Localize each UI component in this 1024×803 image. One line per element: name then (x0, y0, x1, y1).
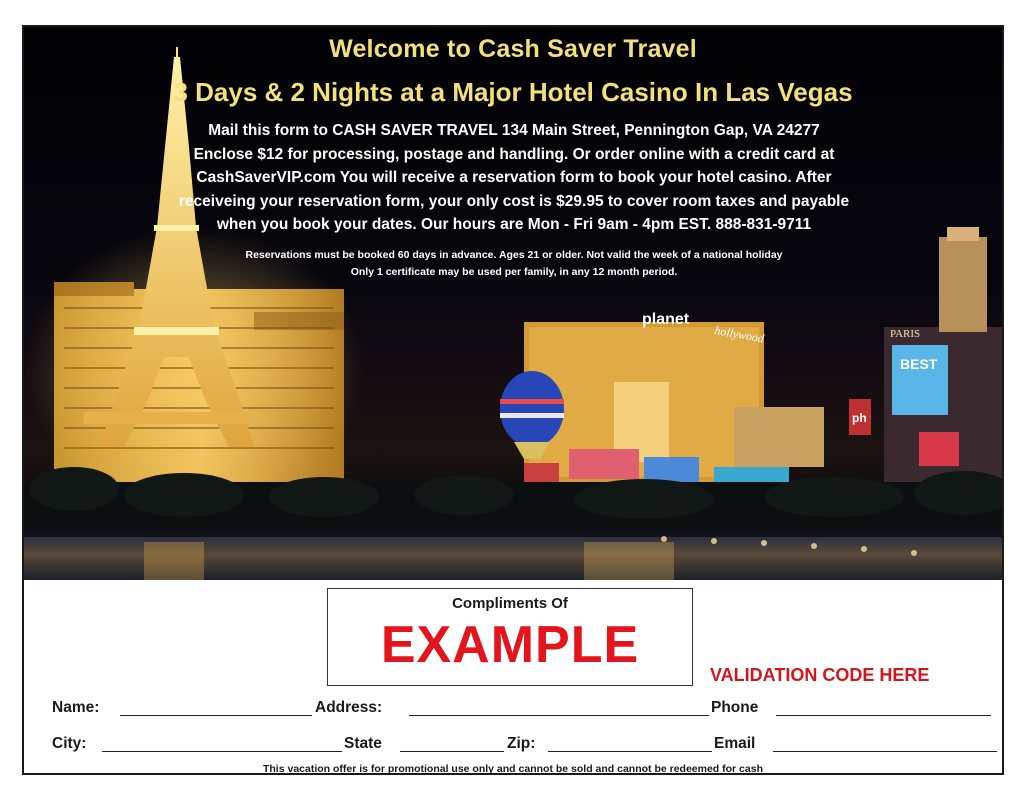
offer-instructions (174, 119, 854, 237)
instruction-line: Enclose $12 for processing, postage and handling. Or order online with a credit card at (193, 145, 835, 163)
best-billboard: BEST (900, 356, 938, 372)
email-field[interactable] (773, 751, 997, 752)
ph-sign: ph (852, 411, 867, 425)
las-vegas-skyline-illustration (24, 27, 1002, 580)
state-label: State (344, 735, 382, 752)
state-field[interactable] (400, 751, 504, 752)
city-label: City: (52, 735, 87, 752)
flyer-frame (22, 25, 1004, 775)
validation-code: VALIDATION CODE HERE (710, 665, 930, 685)
hollywood-sign: hollywood (713, 323, 766, 346)
instruction-line: when you book your dates. Our hours are Mon - Fri 9am - 4pm EST. 888-831-9711 (216, 216, 812, 233)
disclaimer: This vacation offer is for promotional use only and cannot be sold and cannot be redeemed for cash (262, 763, 763, 775)
instruction-line: receiveing your reservation form, your only cost is $29.95 to cover room taxes and payable (178, 192, 850, 210)
phone-label: Phone (711, 699, 759, 716)
address-label: Address: (315, 699, 383, 716)
las-vegas-night-photo (24, 27, 1002, 580)
fine-print-line: Only 1 certificate may be used per family, in any 12 month period. (350, 266, 678, 278)
offer-subtitle: 3 Days & 2 Nights at a Major Hotel Casino In Las Vegas (173, 77, 853, 107)
address-field[interactable] (409, 715, 709, 716)
compliments-box (327, 588, 693, 686)
city-field[interactable] (102, 751, 342, 752)
name-field[interactable] (120, 715, 312, 716)
offer-title: Welcome to Cash Saver Travel (329, 35, 697, 63)
zip-field[interactable] (548, 751, 712, 752)
instruction-line: Mail this form to CASH SAVER TRAVEL 134 Main Street, Pennington Gap, VA 24277 (208, 122, 820, 139)
name-label: Name: (52, 699, 100, 716)
compliments-label: Compliments Of (452, 595, 568, 612)
planet-sign: planet (642, 311, 690, 328)
fine-print (144, 247, 884, 281)
email-label: Email (714, 735, 756, 752)
instruction-line: CashSaverVIP.com You will receive a reservation form to book your hotel casino. After (196, 169, 832, 186)
zip-label: Zip: (507, 735, 536, 752)
paris-sign: PARIS (890, 328, 921, 340)
compliments-name: EXAMPLE (380, 616, 640, 674)
fine-print-line: Reservations must be booked 60 days in advance. Ages 21 or older. Not valid the week of a national holiday (245, 249, 783, 261)
phone-field[interactable] (776, 715, 991, 716)
